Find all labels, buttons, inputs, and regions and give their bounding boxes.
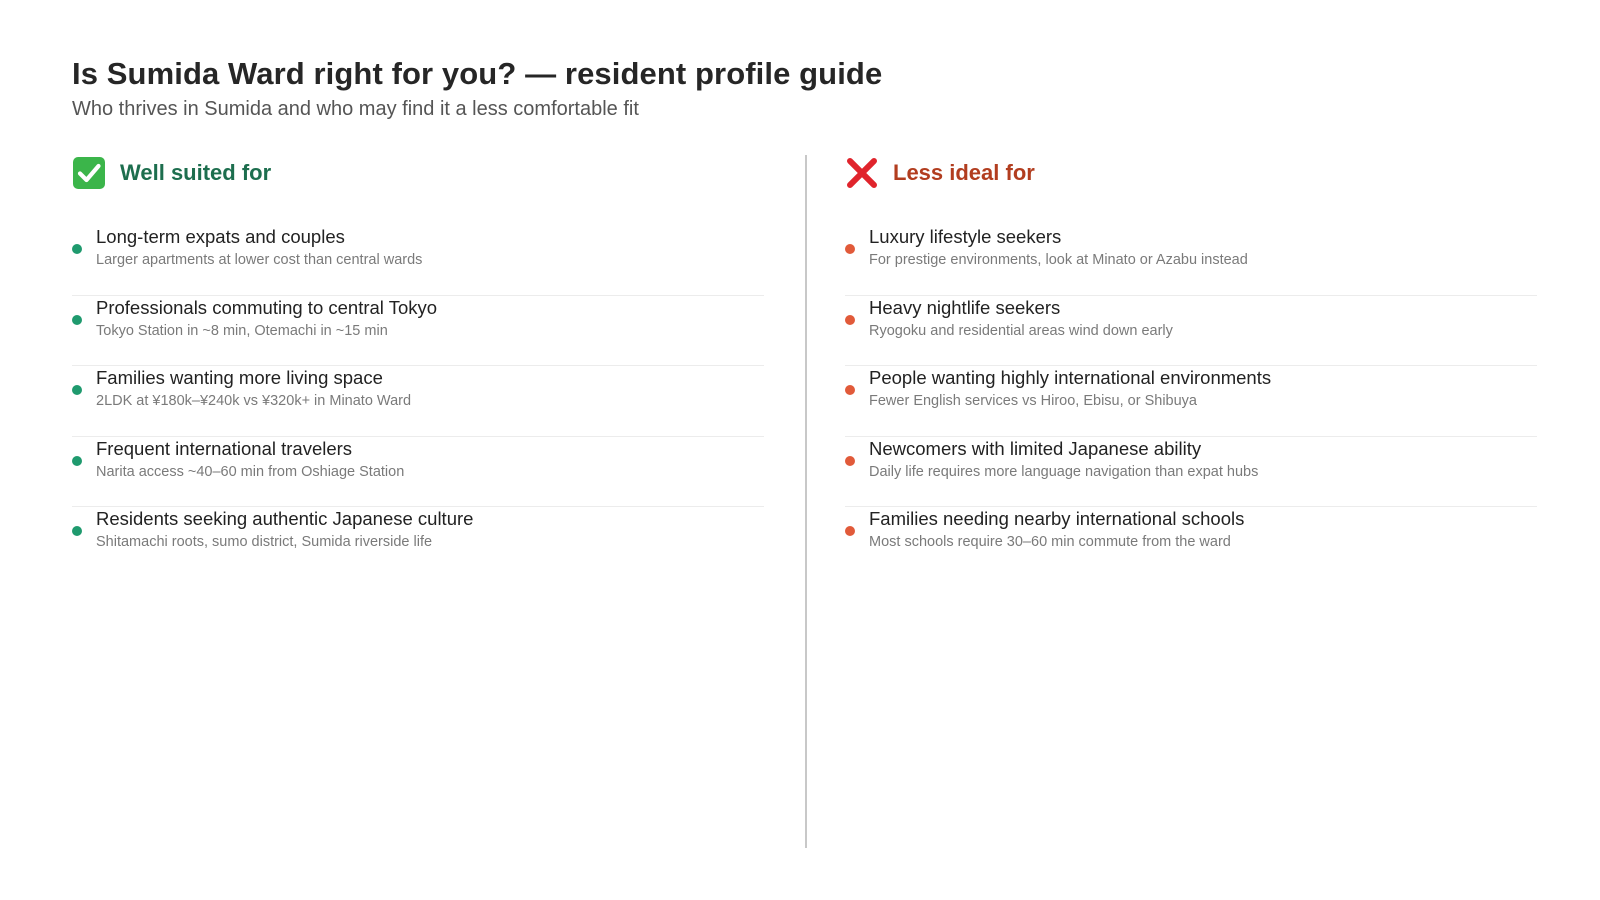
item-title: Residents seeking authentic Japanese culture [96, 508, 474, 529]
profile-guide-page [72, 54, 1540, 848]
less-ideal-list [845, 225, 1537, 578]
well-suited-list [72, 225, 764, 578]
list-item [845, 225, 1537, 296]
list-item [72, 225, 764, 296]
page-subtitle: Who thrives in Sumida and who may find it a less comfortable fit [72, 98, 639, 120]
item-title: Frequent international travelers [96, 437, 353, 459]
bullet-dot [72, 244, 82, 254]
item-title: Newcomers with limited Japanese ability [869, 437, 1202, 459]
bullet-dot [72, 385, 82, 395]
bullet-dot [72, 456, 82, 466]
bullet-dot [845, 456, 855, 466]
list-item [845, 296, 1537, 367]
bullet-dot [72, 526, 82, 536]
list-item [72, 507, 764, 578]
check-mark-icon [72, 156, 106, 190]
well-suited-heading: Well suited for [120, 160, 272, 185]
item-description: For prestige environments, look at Minato or Azabu instead [869, 252, 1248, 268]
item-title: Families wanting more living space [96, 367, 383, 388]
column-divider [805, 155, 807, 848]
item-description: Larger apartments at lower cost than central wards [96, 252, 423, 268]
item-description: Daily life requires more language navigation than expat hubs [869, 463, 1259, 480]
less-ideal-heading: Less ideal for [893, 160, 1035, 185]
item-title: Families needing nearby international schools [869, 508, 1245, 529]
list-item [845, 366, 1537, 437]
item-description: Ryogoku and residential areas wind down early [869, 322, 1173, 339]
well-suited-header [72, 155, 764, 191]
bullet-dot [845, 244, 855, 254]
less-ideal-column [845, 155, 1537, 578]
cross-mark-icon [845, 156, 879, 190]
well-suited-column [72, 155, 764, 578]
item-description: 2LDK at ¥180k–¥240k vs ¥320k+ in Minato Ward [96, 393, 412, 409]
item-title: Heavy nightlife seekers [869, 296, 1061, 318]
list-item [72, 437, 764, 508]
item-description: Narita access ~40–60 min from Oshiage Station [96, 463, 405, 480]
less-ideal-header [845, 155, 1537, 191]
item-description: Most schools require 30–60 min commute from the ward [869, 534, 1231, 550]
item-description: Shitamachi roots, sumo district, Sumida riverside life [96, 534, 433, 550]
item-description: Tokyo Station in ~8 min, Otemachi in ~15 min [96, 322, 388, 339]
page-title: Is Sumida Ward right for you? — resident profile guide [72, 56, 883, 91]
list-item [845, 437, 1537, 508]
bullet-dot [845, 526, 855, 536]
item-description: Fewer English services vs Hiroo, Ebisu, or Shibuya [869, 393, 1197, 409]
bullet-dot [845, 315, 855, 325]
list-item [72, 296, 764, 367]
list-item [845, 507, 1537, 578]
comparison-columns [72, 155, 1540, 848]
item-title: Professionals commuting to central Tokyo [96, 296, 438, 318]
bullet-dot [72, 315, 82, 325]
item-title: Luxury lifestyle seekers [869, 226, 1062, 247]
item-title: Long-term expats and couples [96, 226, 345, 247]
item-title: People wanting highly international environments [869, 367, 1272, 388]
list-item [72, 366, 764, 437]
bullet-dot [845, 385, 855, 395]
